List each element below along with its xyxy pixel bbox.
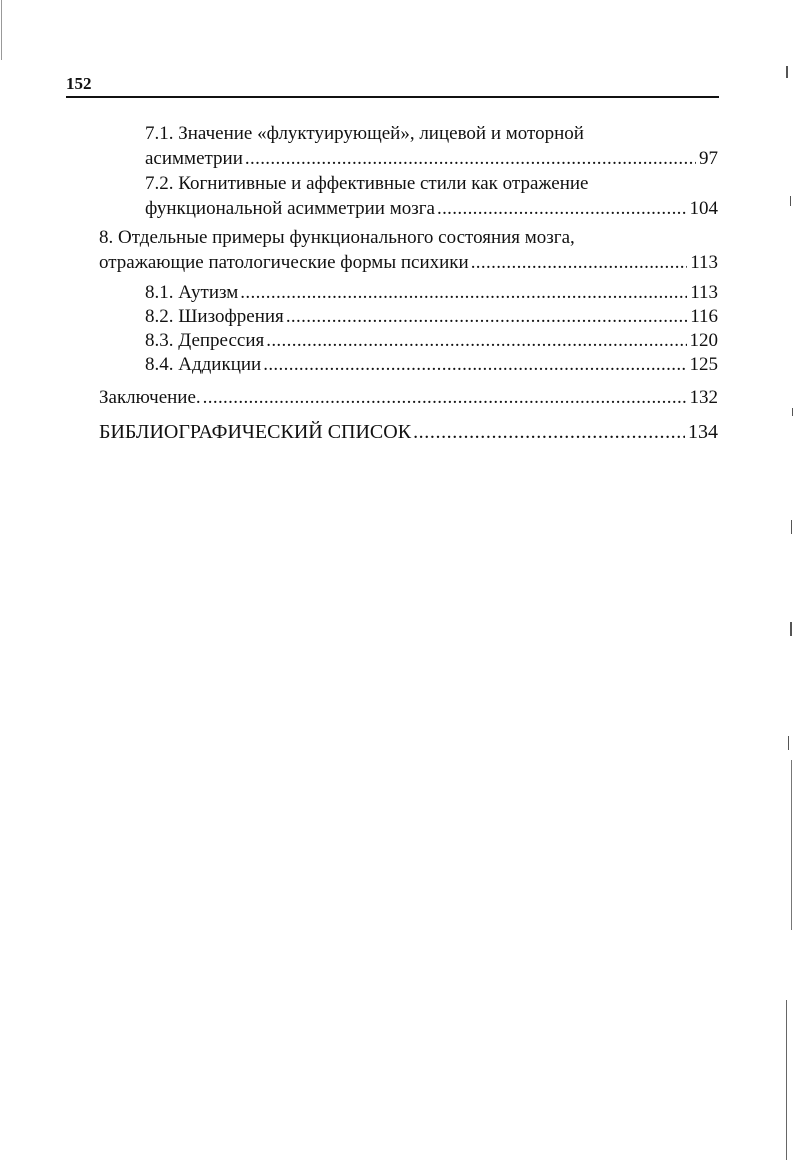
toc-entry-title-end: отражающие патологические формы психики xyxy=(99,252,469,273)
toc-entry-leader-line xyxy=(145,196,718,221)
dot-leader xyxy=(266,328,686,353)
dot-leader xyxy=(240,280,687,305)
toc-entry-8-1 xyxy=(0,280,718,305)
header-rule xyxy=(66,96,719,98)
toc-page-number: 125 xyxy=(689,354,718,375)
toc-entry-title-end: функциональной асимметрии мозга xyxy=(145,198,435,219)
scan-artifact xyxy=(1,0,2,60)
toc-page-number: 113 xyxy=(690,252,718,273)
toc-entry-leader-line xyxy=(145,328,718,353)
scan-artifact xyxy=(786,1000,787,1160)
scan-artifact xyxy=(792,408,793,416)
toc-entry-title-line: 7.2. Когнитивные и аффективные стили как отражение xyxy=(145,173,589,194)
toc-entry-conclusion xyxy=(0,385,718,410)
toc-entry-title: 8.4. Аддикции xyxy=(145,354,262,375)
toc-entry-8-4 xyxy=(0,352,718,377)
toc-entry-8 xyxy=(0,225,718,275)
toc-entry-title-line: 7.1. Значение «флуктуирующей», лицевой и моторной xyxy=(145,123,584,144)
toc-entry-7-2 xyxy=(0,171,718,221)
toc-entry-8-2 xyxy=(0,304,718,329)
toc-entry-title: Заключение. xyxy=(99,387,201,408)
dot-leader xyxy=(413,420,685,445)
toc-entry-title: 8.2. Шизофрения xyxy=(145,306,284,327)
toc-entry-7-1 xyxy=(0,121,718,171)
dot-leader xyxy=(263,352,686,377)
scan-artifact xyxy=(791,760,792,930)
toc-entry-leader-line xyxy=(145,280,718,305)
toc-page-number: 97 xyxy=(699,148,718,169)
toc-entry-leader-line xyxy=(145,146,718,171)
toc-entry-8-3 xyxy=(0,328,718,353)
toc-entry-leader-line xyxy=(145,352,718,377)
scan-artifact xyxy=(791,520,792,534)
toc-entry-bibliography xyxy=(0,420,718,445)
dot-leader xyxy=(203,385,687,410)
toc-entry-title-line: 8. Отдельные примеры функционального состояния мозга, xyxy=(99,227,575,248)
dot-leader xyxy=(245,146,696,171)
toc-page-number: 134 xyxy=(688,421,718,443)
dot-leader xyxy=(471,250,688,275)
toc-page-number: 132 xyxy=(689,387,718,408)
dot-leader xyxy=(286,304,687,329)
toc-entry-leader-line xyxy=(99,420,718,445)
scan-artifact xyxy=(786,66,788,78)
toc-entry-leader-line xyxy=(145,304,718,329)
toc-entry-leader-line xyxy=(99,250,718,275)
dot-leader xyxy=(437,196,687,221)
toc-page-number: 116 xyxy=(690,306,718,327)
page-number: 152 xyxy=(66,74,92,93)
scan-artifact xyxy=(790,196,791,206)
toc-entry-title: 8.3. Депрессия xyxy=(145,330,265,351)
toc-entry-title: БИБЛИОГРАФИЧЕСКИЙ СПИСОК xyxy=(99,421,412,443)
scan-artifact xyxy=(788,736,789,750)
toc-page-number: 104 xyxy=(689,198,718,219)
toc-page-number: 120 xyxy=(689,330,718,351)
toc-page-number: 113 xyxy=(690,282,718,303)
toc-entry-leader-line xyxy=(99,385,718,410)
toc-entry-title-end: асимметрии xyxy=(145,148,243,169)
toc-entry-title: 8.1. Аутизм xyxy=(145,282,239,303)
scan-artifact xyxy=(790,622,792,636)
